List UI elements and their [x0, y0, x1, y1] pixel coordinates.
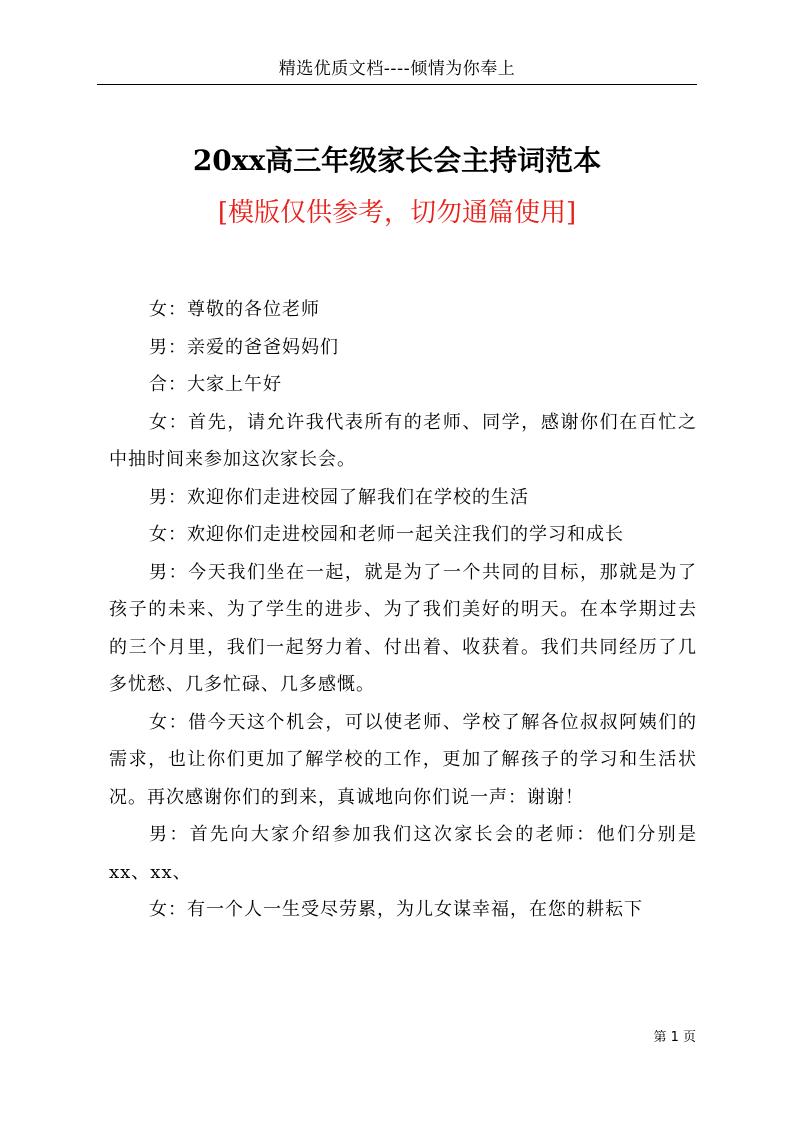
document-subtitle: [模版仅供参考，切勿通篇使用]	[217, 198, 577, 228]
paragraph: 男：首先向大家介绍参加我们这次家长会的老师：他们分别是xx、xx、	[109, 824, 697, 883]
paragraph: 女：尊敬的各位老师	[149, 299, 320, 320]
page-number: 第 1 页	[653, 1030, 696, 1045]
document-title: 20xx高三年级家长会主持词范本	[192, 144, 602, 177]
paragraph: 女：欢迎你们走进校园和老师一起关注我们的学习和成长	[149, 524, 624, 545]
page-header: 精选优质文档----倾情为你奉上	[278, 59, 516, 79]
document-body	[109, 291, 697, 929]
paragraph: 女：有一个人一生受尽劳累，为儿女谋幸福，在您的耕耘下	[149, 899, 643, 920]
paragraph: 男：今天我们坐在一起，就是为了一个共同的目标，那就是为了孩子的未来、为了学生的进步、为了我们美好的明天。在本学期过去的三个月里，我们一起努力着、付出着、收获着。我们共同经历了几多忧愁、几多忙碌、几多感慨。	[109, 561, 697, 695]
paragraph: 女：首先，请允许我代表所有的老师、同学，感谢你们在百忙之中抽时间来参加这次家长会。	[109, 411, 697, 470]
paragraph: 男：欢迎你们走进校园了解我们在学校的生活	[149, 486, 529, 508]
paragraph: 男：亲爱的爸爸妈妈们	[149, 336, 339, 358]
paragraph: 女：借今天这个机会，可以使老师、学校了解各位叔叔阿姨们的需求，也让你们更加了解学校的工作，更加了解孩子的学习和生活状况。再次感谢你们的到来，真诚地向你们说一声：谢谢！	[109, 711, 697, 808]
header-divider	[97, 84, 697, 85]
paragraph: 合：大家上午好	[149, 374, 282, 395]
